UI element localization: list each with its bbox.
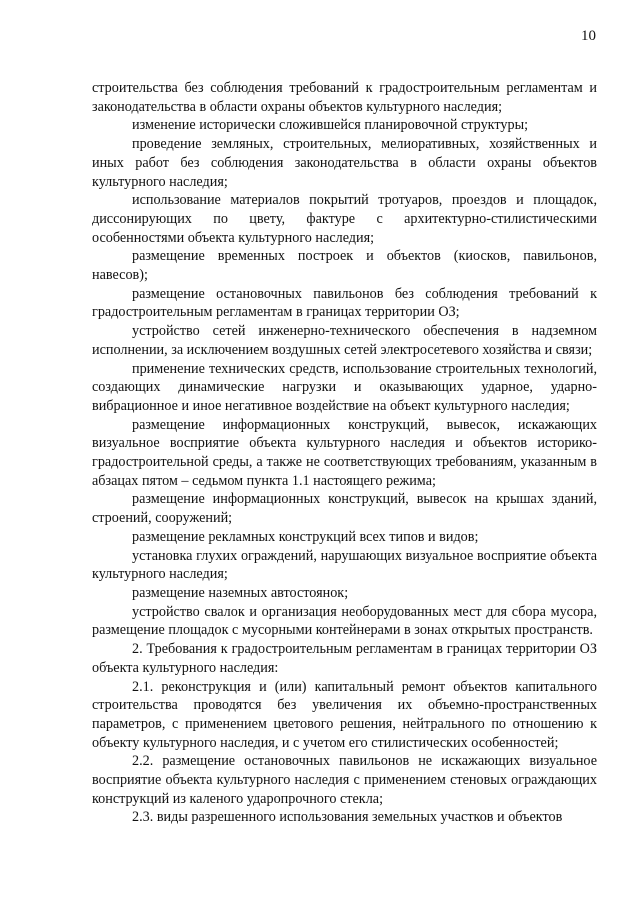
paragraph: размещение рекламных конструкций всех типов и видов; (132, 528, 479, 545)
paragraph: устройство сетей инженерно-технического обеспечения в надземном исполнении, за исключением воздушных сетей электросетевого хозяйства и связи; (92, 323, 597, 358)
paragraph: проведение земляных, строительных, мелиоративных, хозяйственных и иных работ без соблюдения законодательства в области охраны объектов культурного наследия; (92, 136, 597, 190)
paragraph: размещение временных построек и объектов (киосков, павильонов, навесов); (92, 248, 597, 284)
document-body (92, 79, 597, 827)
paragraph: использование материалов покрытий тротуаров, проездов и площадок, диссонирующих по цвету, фактуре с архитектурно-стилистическими особенностями объекта культурного наследия; (92, 192, 597, 246)
paragraph: 2.3. виды разрешенного использования земельных участков и объектов (132, 809, 563, 826)
paragraph: размещение информационных конструкций, вывесок на крышах зданий, строений, сооружений; (92, 491, 597, 527)
paragraph: 2.1. реконструкция и (или) капитальный ремонт объектов капитального строительства проводятся без увеличения их объемно-пространственных параметров, с применением цветового решения, нейтрального по отношению к объекту культурного наследия, и с учетом его стилистических особенностей; (92, 678, 597, 751)
paragraph: 2. Требования к градостроительным регламентам в границах территории ОЗ объекта культурного наследия: (92, 641, 597, 676)
page-number: 10 (581, 28, 596, 44)
paragraph: строительства без соблюдения требований к градостроительным регламентам и законодательства в области охраны объектов культурного наследия; (92, 80, 597, 115)
paragraph: размещение информационных конструкций, вывесок, искажающих визуальное восприятие объекта культурного наследия и объектов историко-градостроительной среды, а также не соответствующих требованиям, указанным в абзацах пятом – седьмом пункта 1.1 настоящего режима; (92, 416, 597, 489)
paragraph: размещение остановочных павильонов без соблюдения требований к градостроительным регламентам в границах территории ОЗ; (92, 285, 597, 321)
paragraph: изменение исторически сложившейся планировочной структуры; (132, 117, 529, 134)
paragraph: применение технических средств, использование строительных технологий, создающих динамические нагрузки и оказывающих ударное, ударно-вибрационное и иное негативное воздействие на объект культурного наследия; (92, 360, 597, 414)
paragraph: устройство свалок и организация необорудованных мест для сбора мусора, размещение площадок с мусорными контейнерами в зонах открытых пространств. (92, 603, 597, 639)
paragraph: установка глухих ограждений, нарушающих визуальное восприятие объекта культурного наследия; (92, 547, 597, 583)
paragraph: 2.2. размещение остановочных павильонов не искажающих визуальное восприятие объекта культурного наследия с применением стеновых ограждающих конструкций из каленого ударопрочного стекла; (92, 753, 597, 807)
paragraph: размещение наземных автостоянок; (132, 584, 349, 601)
